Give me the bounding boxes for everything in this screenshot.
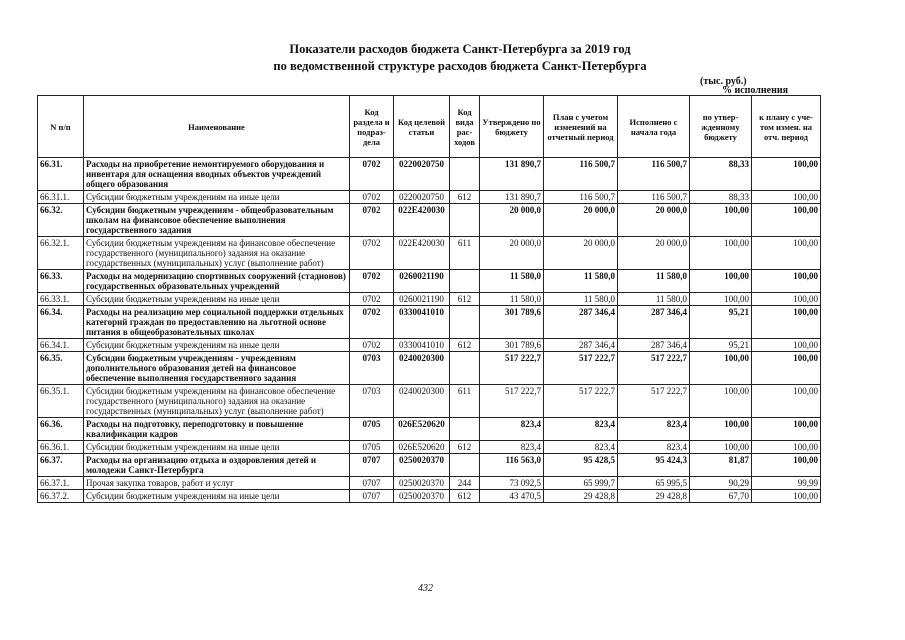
row-name: Субсидии бюджетным учреждениям на иные цели [84,339,350,352]
row-approved: 43 470,5 [480,490,544,503]
row-section: 0705 [350,418,394,441]
row-name: Субсидии бюджетным учреждениям - общеобразовательным школам на финансовое обеспечение выполнения государственного задания [84,204,350,237]
row-executed: 11 580,0 [618,293,690,306]
row-pct-approved: 95,21 [690,339,752,352]
row-name: Расходы на организацию отдыха и оздоровления детей и молодежи Санкт-Петербурга [84,454,350,477]
row-plan: 116 500,7 [544,191,618,204]
header-plan: План с учетом изменений на отчетный период [544,96,618,158]
row-plan: 20 000,0 [544,204,618,237]
row-type: 244 [450,477,480,490]
row-target: 0260021190 [394,270,450,293]
row-pct-approved: 100,00 [690,352,752,385]
row-section: 0707 [350,477,394,490]
row-pct-plan: 100,00 [752,490,821,503]
row-approved: 517 222,7 [480,352,544,385]
row-num: 66.36. [38,418,84,441]
header-name: Наименование [84,96,350,158]
row-num: 66.33.1. [38,293,84,306]
table-row [38,477,821,490]
row-num: 66.37.2. [38,490,84,503]
row-approved: 131 890,7 [480,191,544,204]
row-name: Субсидии бюджетным учреждениям на финансовое обеспечение государственного (муниципального) задания на оказание государственных (муниципальных) услуг (выполнение работ) [84,237,350,270]
row-executed: 95 424,3 [618,454,690,477]
row-num: 66.31. [38,158,84,191]
row-name: Расходы на реализацию мер социальной поддержки отдельных категорий граждан по предоставлению на льготной основе питания в общеобразовательных школах [84,306,350,339]
row-num: 66.34.1. [38,339,84,352]
table-row [38,158,821,191]
row-section: 0702 [350,158,394,191]
row-plan: 116 500,7 [544,158,618,191]
table-header-row [38,96,821,158]
table-row [38,385,821,418]
row-executed: 517 222,7 [618,352,690,385]
row-approved: 301 789,6 [480,339,544,352]
row-target: 026Е520620 [394,418,450,441]
row-approved: 517 222,7 [480,385,544,418]
row-pct-approved: 88,33 [690,191,752,204]
row-pct-plan: 100,00 [752,306,821,339]
row-pct-approved: 67,70 [690,490,752,503]
row-approved: 11 580,0 [480,293,544,306]
row-plan: 287 346,4 [544,339,618,352]
row-target: 0240020300 [394,385,450,418]
row-executed: 823,4 [618,418,690,441]
row-approved: 823,4 [480,441,544,454]
row-type: 611 [450,237,480,270]
row-num: 66.32.1. [38,237,84,270]
row-target: 0250020370 [394,490,450,503]
row-approved: 116 563,0 [480,454,544,477]
row-target: 0250020370 [394,454,450,477]
row-pct-plan: 100,00 [752,293,821,306]
row-type: 611 [450,385,480,418]
row-num: 66.35. [38,352,84,385]
row-plan: 823,4 [544,418,618,441]
row-type [450,352,480,385]
row-pct-approved: 100,00 [690,441,752,454]
row-executed: 20 000,0 [618,204,690,237]
row-executed: 11 580,0 [618,270,690,293]
row-name: Субсидии бюджетным учреждениям на иные цели [84,441,350,454]
header-section: Код раздела и подраз-дела [350,96,394,158]
row-num: 66.31.1. [38,191,84,204]
row-name: Субсидии бюджетным учреждениям - учреждениям дополнительного образования детей на финансовое обеспечение выполнения государственного задания [84,352,350,385]
row-approved: 73 092,5 [480,477,544,490]
row-pct-approved: 90,29 [690,477,752,490]
row-plan: 287 346,4 [544,306,618,339]
expenses-table [37,95,821,503]
row-target: 0250020370 [394,477,450,490]
row-pct-approved: 95,21 [690,306,752,339]
row-type [450,158,480,191]
row-target: 0220020750 [394,191,450,204]
row-num: 66.37. [38,454,84,477]
row-target: 0260021190 [394,293,450,306]
table-row [38,490,821,503]
row-pct-approved: 100,00 [690,237,752,270]
row-approved: 131 890,7 [480,158,544,191]
row-target: 0330041010 [394,339,450,352]
table-row [38,293,821,306]
header-num: N п/п [38,96,84,158]
row-name: Субсидии бюджетным учреждениям на финансовое обеспечение государственного (муниципального) задания на оказание государственных (муниципальных) услуг (выполнение работ) [84,385,350,418]
row-num: 66.32. [38,204,84,237]
row-target: 0330041010 [394,306,450,339]
table-row [38,306,821,339]
row-type [450,418,480,441]
row-plan: 517 222,7 [544,352,618,385]
row-num: 66.36.1. [38,441,84,454]
row-section: 0702 [350,237,394,270]
row-pct-plan: 100,00 [752,454,821,477]
header-pct-plan: к плану с уче-том измен. на отч. период [752,96,821,158]
row-type [450,454,480,477]
row-approved: 20 000,0 [480,204,544,237]
row-plan: 29 428,8 [544,490,618,503]
table-row [38,418,821,441]
row-type: 612 [450,293,480,306]
row-pct-approved: 100,00 [690,204,752,237]
row-approved: 301 789,6 [480,306,544,339]
table-row [38,339,821,352]
row-plan: 65 999,7 [544,477,618,490]
table-row [38,237,821,270]
table-row [38,191,821,204]
row-section: 0707 [350,490,394,503]
table-row [38,441,821,454]
row-target: 022Е420030 [394,204,450,237]
row-section: 0702 [350,191,394,204]
row-section: 0702 [350,293,394,306]
row-type [450,204,480,237]
row-name: Расходы на модернизацию спортивных сооружений (стадионов) государственных образовательных учреждений [84,270,350,293]
row-name: Расходы на приобретение немонтируемого оборудования и инвентаря для оснащения вводных объектов учреждений общего образования [84,158,350,191]
header-executed: Исполнено с начала года [618,96,690,158]
row-section: 0703 [350,352,394,385]
row-executed: 287 346,4 [618,339,690,352]
row-pct-plan: 100,00 [752,270,821,293]
row-pct-plan: 100,00 [752,352,821,385]
row-target: 026Е520620 [394,441,450,454]
row-pct-plan: 100,00 [752,339,821,352]
units-label: (тыс. руб.) [700,76,747,87]
row-pct-plan: 100,00 [752,418,821,441]
row-type: 612 [450,441,480,454]
row-pct-approved: 100,00 [690,293,752,306]
row-plan: 823,4 [544,441,618,454]
row-section: 0702 [350,270,394,293]
row-pct-plan: 100,00 [752,204,821,237]
row-approved: 823,4 [480,418,544,441]
pct-group-header: % исполнения [721,85,789,96]
row-executed: 287 346,4 [618,306,690,339]
table-row [38,270,821,293]
table-row [38,204,821,237]
row-num: 66.34. [38,306,84,339]
row-plan: 11 580,0 [544,293,618,306]
row-approved: 20 000,0 [480,237,544,270]
row-num: 66.33. [38,270,84,293]
row-type: 612 [450,490,480,503]
row-executed: 823,4 [618,441,690,454]
row-section: 0705 [350,441,394,454]
row-executed: 517 222,7 [618,385,690,418]
row-pct-plan: 100,00 [752,237,821,270]
row-section: 0702 [350,339,394,352]
header-approved: Утверждено по бюджету [480,96,544,158]
row-type [450,306,480,339]
row-pct-approved: 100,00 [690,385,752,418]
row-type [450,270,480,293]
row-pct-approved: 81,87 [690,454,752,477]
row-pct-approved: 88,33 [690,158,752,191]
row-type: 612 [450,191,480,204]
row-executed: 29 428,8 [618,490,690,503]
row-executed: 20 000,0 [618,237,690,270]
page-number: 432 [418,583,433,594]
row-pct-plan: 100,00 [752,191,821,204]
header-target: Код целевой статьи [394,96,450,158]
table-row [38,352,821,385]
row-name: Субсидии бюджетным учреждениям на иные цели [84,490,350,503]
doc-title-line2: по ведомственной структуре расходов бюджета Санкт-Петербурга [273,59,647,73]
row-target: 0220020750 [394,158,450,191]
row-pct-approved: 100,00 [690,418,752,441]
row-pct-plan: 100,00 [752,385,821,418]
row-plan: 20 000,0 [544,237,618,270]
row-name: Прочая закупка товаров, работ и услуг [84,477,350,490]
row-type: 612 [450,339,480,352]
row-pct-plan: 99,99 [752,477,821,490]
row-plan: 517 222,7 [544,385,618,418]
row-section: 0707 [350,454,394,477]
row-pct-plan: 100,00 [752,158,821,191]
row-name: Расходы на подготовку, переподготовку и повышение квалификации кадров [84,418,350,441]
doc-title-line1: Показатели расходов бюджета Санкт-Петербурга за 2019 год [289,42,631,56]
row-section: 0702 [350,204,394,237]
row-target: 0240020300 [394,352,450,385]
row-pct-approved: 100,00 [690,270,752,293]
header-pct-approved: по утвер-жденному бюджету [690,96,752,158]
row-pct-plan: 100,00 [752,441,821,454]
table-row [38,454,821,477]
header-type: Код вида рас-ходов [450,96,480,158]
row-target: 022Е420030 [394,237,450,270]
row-executed: 116 500,7 [618,158,690,191]
row-plan: 95 428,5 [544,454,618,477]
row-executed: 116 500,7 [618,191,690,204]
row-approved: 11 580,0 [480,270,544,293]
row-num: 66.37.1. [38,477,84,490]
row-executed: 65 995,5 [618,477,690,490]
row-name: Субсидии бюджетным учреждениям на иные цели [84,191,350,204]
row-section: 0702 [350,306,394,339]
row-section: 0703 [350,385,394,418]
row-name: Субсидии бюджетным учреждениям на иные цели [84,293,350,306]
row-plan: 11 580,0 [544,270,618,293]
row-num: 66.35.1. [38,385,84,418]
